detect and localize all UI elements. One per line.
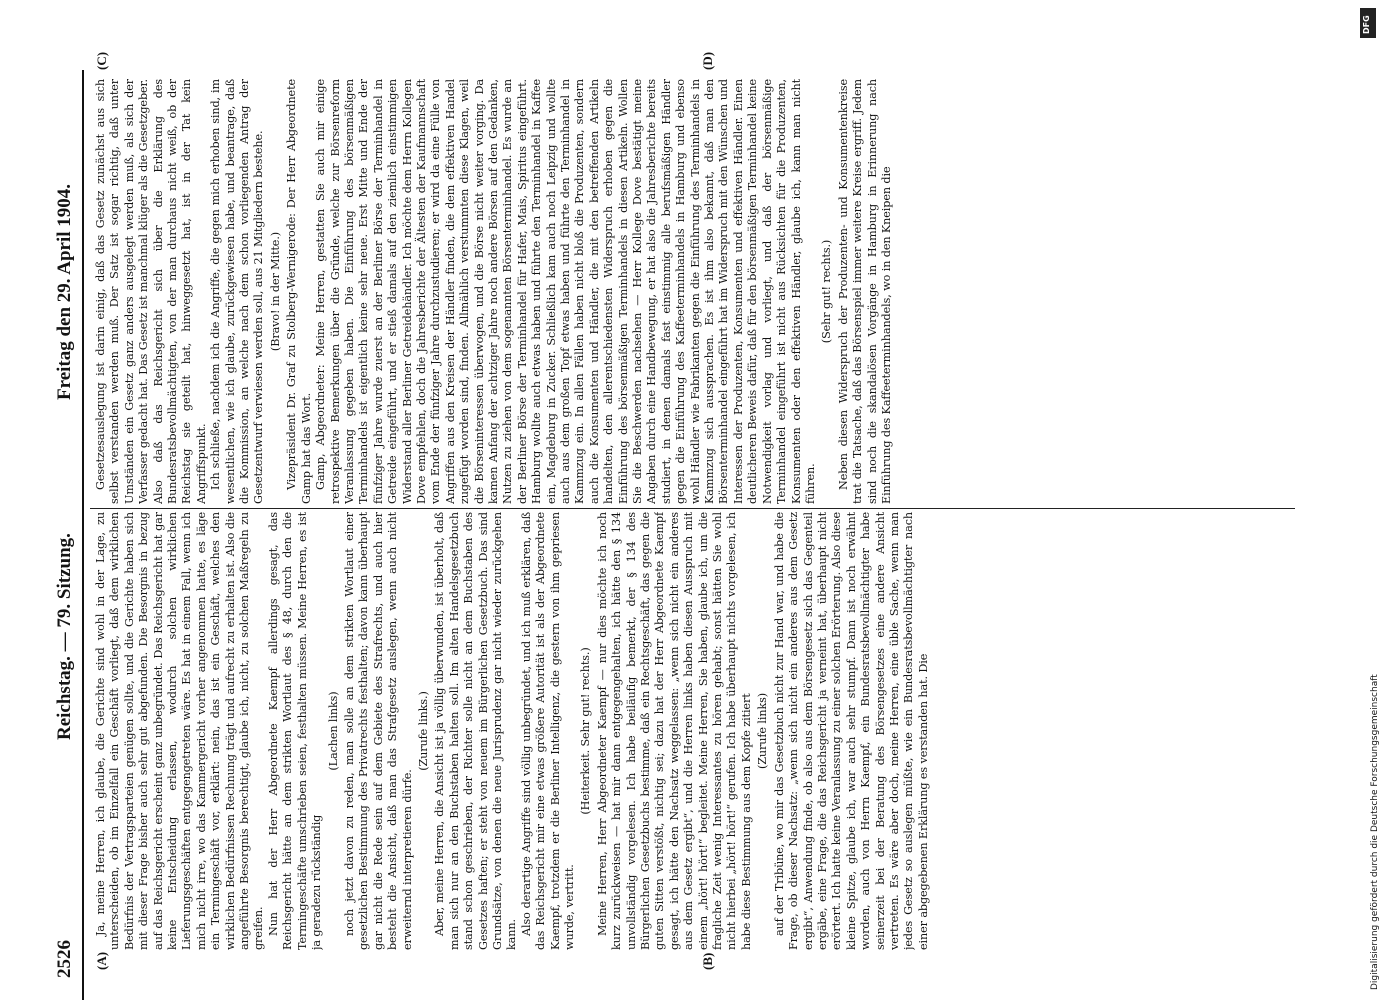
paragraph: Ich schließe, nachdem ich die Angriffe, die gegen mich erhoben sind, im wesentlichen, wie ich glaube, zurückgewiesen habe, und beantrage, daß die Kommission, an welche nach dem schon vorliegenden Antrag der Gesetzentwurf verwiesen werden soll, aus 21 Mitgliedern bestehe.	[209, 79, 266, 504]
paragraph: Nun hat der Herr Abgeordnete Kaempf allerdings gesagt, das Reichsgericht hätte an dem strikten Wortlaut des § 48, durch den die Termingeschäfte umschrieben seien, festhalten müssen. Meine Herren, es ist ja geradezu rückständig	[266, 512, 324, 950]
margin-marker-a: (A)	[94, 951, 109, 970]
margin-marker-b: (B)	[700, 952, 715, 970]
paragraph: Also derartige Angriffe sind völlig unbegründet, und ich muß erklären, daß das Reichsgericht mir eine etwas größere Autorität ist als der Abgeordnete Kaempf, trotzdem er die Berliner Intelligenz, die gestern von ihm gepriesen wurde, vertritt.	[519, 512, 576, 950]
margin-marker-c: (C)	[94, 51, 109, 70]
paragraph: auf der Tribüne, wo mir das Gesetzbuch nicht zur Hand war, und habe die Frage, ob dieser Nachsatz: „wenn sich nicht ein anderes aus dem Gesetz ergibt“, Anwendung finde, ob also aus dem Börsengesetz sich das Gegenteil ergäbe, eine Frage, die das Reichsgericht ja verneint hat, überhaupt nicht erörtert. Ich hatte keine Veranlassung zu einer solchen Erörterung. Also diese kleine Spitze, glaube ich, war auch sehr stumpf. Dann ist noch erwähnt worden, auch von Herrn Kaempf, ein Bundesratsbevollmächtigter habe seinerzeit bei der Beratung des Börsengesetzes eine andere Ansicht vertreten. Es wäre aber doch, meine Herren, eine üble Sache, wenn man jedes Gesetz so auslegen müßte, wie ein Bundesratsbevollmächtigter nach einer abgegebenen Erklärung es verstanden hat. Die	[772, 512, 930, 950]
paragraph: Gesetzesauslegung ist darin einig, daß das Gesetz zunächst aus sich selbst verstanden werden muß. Der Satz ist sogar richtig, daß unter Umständen ein Gesetz ganz anders ausgelegt werden muß, als sich der Verfasser gedacht hat. Das Gesetz ist manchmal klüger als die Gesetzgeber. Also daß das Reichsgericht sich über die Erklärung des Bundesratsbevollmächtigten, von der man durchaus nicht weiß, ob der Reichstag sie geteilt hat, hinweggesetzt hat, ist in der Tat kein Angriffspunkt.	[94, 79, 208, 504]
paragraph: noch jetzt davon zu reden, man solle an dem strikten Wortlaut einer gesetzlichen Bestimmung des Privatrechts festhalten; davon kann überhaupt gar nicht die Rede sein auf dem Gebiete des Strafrechts, und auch hier besteht die Ansicht, daß man das Strafgesetz auslegen, wenn auch nicht erweiternd interpretieren dürfe.	[342, 512, 414, 950]
paragraph: Gamp, Abgeordneter: Meine Herren, gestatten Sie auch mir einige retrospektive Bemerkungen über die Gründe, welche zur Börsenreform Veranlassung gegeben haben. Die Einführung des börsenmäßigen Terminhandels ist eigentlich keine sehr neue. Erst Mitte und Ende der fünfziger Jahre wurde zuerst an der Berliner Börse der Terminhandel in Getreide eingeführt, und er stieß damals auf den ziemlich einstimmigen Widerstand aller Berliner Getreidehändler. Ich möchte dem Herrn Kollegen Dove empfehlen, doch die Jahresberichte der Ältesten der Kaufmannschaft vom Ende der fünfziger Jahre durchzustudieren; er wird da eine Fülle von Angriffen aus den Kreisen der Händler finden, die dem effektiven Handel zugefügt worden sind, finden. Allmählich verstummten diese Klagen, weil die Börseninteressen überwogen, und die Börse nicht weiter vorging. Da kamen Anfang der achtziger Jahre noch andere Börsen auf den Gedanken, Nutzen zu ziehen von dem sogenannten Börsenterminhandel. Es wurde an der Berliner Börse der Terminhandel für Hafer, Mais, Spiritus eingeführt. Hamburg wollte auch etwas haben und führte den Terminhandel in Kaffee ein, Magdeburg in Zucker. Schließlich kam auch noch Leipzig und wollte auch aus dem großen Topf etwas haben und führte den Terminhandel in Kammzug ein. In allen Fällen haben nicht bloß die Produzenten, sondern auch die Konsumenten und Händler, die mit den betreffenden Artikeln handelten, den allerentschiedensten Widerspruch erhoben gegen die Einführung des börsenmäßigen Terminhandels in diesen Artikeln. Wollen Sie die Beschwerden nachsehen — Herr Kollege Dove bestätigt meine Angaben durch eine Handbewegung, er hat also die Jahresberichte bereits studiert, in denen damals fast einstimmig alle berufsmäßigen Händler gegen die Einführung des Kaffeeterminhandels in Hamburg und ebenso wohl Händler wie Fabrikanten gegen die Einführung des Terminhandels in Kammzug sich aussprachen. Es ist ihm also bekannt, daß man den Börsenterminhandel eingeführt hat im Widerspruch mit den Wünschen und Interessen der Produzenten, Konsumenten und effektiven Händler. Einen deutlicheren Beweis dafür, daß für den börsenmäßigen Terminhandel keine Notwendigkeit vorlag und vorliegt, und daß der börsenmäßige Terminhandel eingeführt ist nicht aus Rücksichten für die Produzenten, Konsumenten oder den effektiven Händler, glaube ich, kann man nicht führen.	[314, 79, 817, 504]
column-divider	[90, 508, 1295, 509]
interjection: (Bravo! in der Mitte.)	[268, 231, 282, 352]
dfg-logo-text: DFG	[1362, 15, 1371, 34]
paragraph: Aber, meine Herren, die Ansicht ist ja völlig überwunden, ist überholt, daß man sich nur an den Buchstaben halten soll. Im alten Handelsgesetzbuch stand schon geschrieben, der Richter solle nicht an dem Buchstaben des Gesetzes haften; er steht von neuem im Bürgerlichen Gesetzbuch. Das sind Grundsätze, von denen die neue Jurisprudenz gar nicht wieder zurückgehen kann.	[433, 512, 519, 950]
page-header	[50, 70, 84, 1000]
paragraph: Meine Herren, Herr Abgeordneter Kaempf — nur dies möchte ich noch kurz zurückweisen — hat mir dann entgegengehalten, ich hätte den § 134 unvollständig vorgelesen. Ich habe beiläufig bemerkt, der § 134 des Bürgerlichen Gesetzbuchs bestimme, daß ein Rechtsgeschäft, das gegen die guten Sitten verstößt, nichtig sei; dazu hat der Herr Abgeordnete Kaempf gesagt, ich hätte den Nachsatz weggelassen: „wenn sich nicht ein anderes aus dem Gesetz ergibt“, und die Herren links haben diesen Ausspruch mit einem „hört! hört!“ begleitet. Meine Herren, Sie haben, glaube ich, um die fragliche Zeit wenig Interessantes zu hören gehabt; sonst hätten Sie wohl nicht hierbei „hört! hört!“ gerufen. Ich habe überhaupt nichts vorgelesen, ich habe diese Bestimmung aus dem Kopfe zitiert	[595, 512, 753, 950]
margin-marker-d: (D)	[700, 51, 715, 70]
session-title: Reichstag. — 79. Sitzung.	[54, 533, 75, 740]
interjection: (Heiterkeit. Sehr gut! rechts.)	[579, 647, 593, 815]
page-number: 2526	[54, 940, 75, 978]
left-column	[94, 512, 1294, 950]
digitization-credit: Digitalisierung gefördert durch die Deutsche Forschungsgemeinschaft	[1370, 674, 1380, 990]
session-date: Freitag den 29. April 1904.	[54, 183, 75, 400]
interjection: (Zurufe links)	[756, 692, 770, 770]
newspaper-page	[50, 51, 1310, 1000]
paragraph: Vizepräsident Dr. Graf zu Stolberg-Wernigerode: Der Herr Abgeordnete Gamp hat das Wort.	[285, 79, 313, 504]
interjection: (Zurufe links.)	[416, 691, 430, 771]
interjection: (Sehr gut! rechts.)	[820, 239, 834, 344]
paragraph: Ja, meine Herren, ich glaube, die Gerichte sind wohl in der Lage, zu unterscheiden, ob im Einzelfall ein Geschäft vorliegt, daß dem wirklichen Bedürfnis der Vertragsparteien genügen sollte, und die Gerichte haben sich mit dieser Frage bisher auch sehr gut abgefunden. Die Besorgnis in bezug auf das Reichsgericht erscheint ganz unbegründet. Das Reichsgericht hat gar keine Entscheidung erlassen, wodurch solchen wirklichen Lieferungsgeschäften entgegengetreten wäre. Es hat in einem Fall, wenn ich mich nicht irre, wo das Kammergericht vorher angenommen hatte, es läge ein Termingeschäft vor, erklärt: nein, das ist ein Geschäft, welches den wirklichen Bedürfnissen Rechnung trägt und aufrecht zu erhalten ist. Also die angeführte Besorgnis berechtigt, glaube ich, nicht, zu solchen Maßregeln zu greifen.	[94, 512, 266, 950]
interjection: (Lachen links)	[326, 691, 340, 771]
right-column	[94, 79, 1294, 504]
paragraph: Neben diesen Widerspruch der Produzenten- und Konsumentenkreise trat die Tatsache, daß das Börsenspiel immer weitere Kreise ergriff. Jedem sind noch die skandalösen Vorgänge in Hamburg in Erinnerung nach Einführung des Kaffeeterminhandels, wo in den Kneipen die	[836, 79, 893, 504]
dfg-logo	[1360, 8, 1376, 38]
